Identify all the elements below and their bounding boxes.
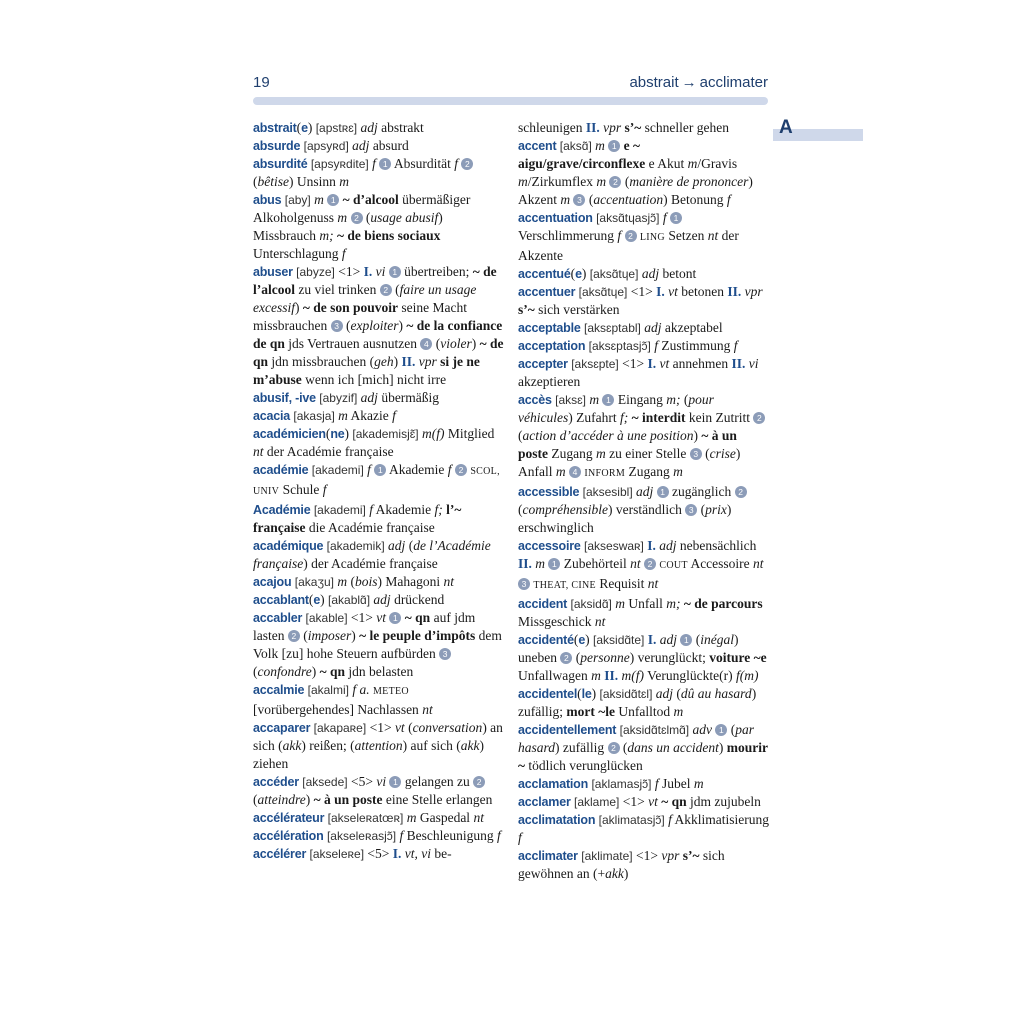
dictionary-entry: acclamation [aklamasjɔ̃] f Jubel m [518,776,704,791]
header-rule [253,97,768,105]
dictionary-entry: accepter [aksɛpte] <1> I. vt annehmen II. vi akzeptieren [518,356,759,389]
dictionary-entry: accidentellement [aksidɑ̃tɛlmɑ̃] adv 1 (par hasard) zufällig 2 (dans un accident) mourir ~ tödlich verunglücken [518,722,768,773]
dictionary-entry: abuser [abyze] <1> I. vi 1 übertreiben; ~ de l’alcool zu viel trinken 2 (faire un usage excessif) ~ de son pouvoir seine Macht missbrauchen 3 (exploiter) ~ de la confiance de qn jds Vertrauen ausnutzen 4 (violer) ~ de qn jdn missbrauchen (geh) II. vpr si je ne m’abuse wenn ich [mich] nicht irre [253,264,504,387]
dictionary-entry: acacia [akasja] m Akazie f [253,408,396,423]
dictionary-entry: accentuer [aksɑ̃tɥe] <1> I. vt betonen II. vpr s’~ sich verstärken [518,284,763,317]
dictionary-entry: accidentel(le) [aksidɑ̃tɛl] adj (dû au hasard) zufällig; mort ~le Unfalltod m [518,686,757,719]
dictionary-entry: accessoire [akseswaʀ] I. adj nebensächlich II. m 1 Zubehörteil nt 2 COUT Accessoire nt 3 THEAT, CINE Requisit nt [518,538,764,591]
dictionary-entry: accaparer [akapaʀe] <1> vt (conversation) an sich (akk) reißen; (attention) auf sich (akk) ziehen [253,720,503,771]
thumb-index-letter: A [779,117,793,138]
dictionary-entry: schleunigen II. vpr s’~ schneller gehen [518,120,729,135]
right-column [518,119,770,883]
arrow-icon: → [681,74,697,91]
dictionary-entry: acclimater [aklimate] <1> vpr s’~ sich gewöhnen an (+akk) [518,848,725,881]
dictionary-entry: acclamer [aklame] <1> vt ~ qn jdm zujubeln [518,794,761,809]
dictionary-entry: académique [akademik] adj (de l’Académie française) der Académie française [253,538,491,571]
dictionary-entry: acceptation [aksɛptasjɔ̃] f Zustimmung f [518,338,738,353]
dictionary-entry: Académie [akademi] f Akademie f; l’~ française die Académie française [253,502,462,535]
dictionary-entry: accès [aksɛ] m 1 Eingang m; (pour véhicules) Zufahrt f; ~ interdit kein Zutritt 2 (action d’accéder à une position) ~ à un poste Zugang m zu einer Stelle 3 (crise) Anfall m 4 INFORM Zugang m [518,391,770,483]
dictionary-entry: académicien(ne) [akademisjɛ̃] m(f) Mitglied nt der Académie française [253,426,495,459]
dictionary-entry: académie [akademi] f 1 Akademie f 2 SCOL, UNIV Schule f [253,462,500,497]
running-head-to: acclimater [699,74,768,91]
dictionary-entry: acceptable [aksɛptabl] adj akzeptabel [518,320,723,335]
page-number: 19 [253,74,270,91]
dictionary-entry: accent [aksɑ̃] m 1 e ~ aigu/grave/circonflexe e Akut m/Gravis m/Zirkumflex m 2 (manière de prononcer) Akzent m 3 (accentuation) Betonung f [518,138,753,207]
dictionary-entry: accentué(e) [aksɑ̃tɥe] adj betont [518,266,697,281]
dictionary-entry: absurde [apsyʀd] adj absurd [253,138,409,153]
dictionary-entry: accidenté(e) [aksidɑ̃te] I. adj 1 (inégal) uneben 2 (personne) verunglückt; voiture ~e Unfallwagen m II. m(f) Verunglückte(r) f(m) [518,632,767,683]
dictionary-entry: accélérer [akseleʀe] <5> I. vt, vi be- [253,846,452,861]
dictionary-entry: acclimatation [aklimatasjɔ̃] f Akklimatisierung f [518,812,769,845]
dictionary-entry: abusif, -ive [abyzif] adj übermäßig [253,390,440,405]
dictionary-entry: abus [aby] m 1 ~ d’alcool übermäßiger Alkoholgenuss m 2 (usage abusif) Missbrauch m; ~ de biens sociaux Unterschlagung f [253,192,471,261]
dictionary-entry: accalmie [akalmi] f a. METEO [vorübergehendes] Nachlassen nt [253,682,433,717]
dictionary-entry: absurdité [apsyʀdite] f 1 Absurdität f 2 (bêtise) Unsinn m [253,155,505,191]
dictionary-entry: accabler [akable] <1> vt 1 ~ qn auf jdm lasten 2 (imposer) ~ le peuple d’impôts dem Volk [zu] hohe Steuern aufbürden 3 (confondre) ~ qn jdn belasten [253,610,502,679]
dictionary-entry: abstrait(e) [apstʀɛ] adj abstrakt [253,120,424,135]
running-head [629,74,768,91]
dictionary-entry: accessible [aksesibl] adj 1 zugänglich 2 (compréhensible) verständlich 3 (prix) erschwinglich [518,483,770,537]
dictionary-entry: accélération [akseleʀasjɔ̃] f Beschleunigung f [253,828,501,843]
dictionary-entry: accentuation [aksɑ̃tɥasjɔ̃] f 1 Verschlimmerung f 2 LING Setzen nt der Akzente [518,210,739,263]
running-head-from: abstrait [629,74,679,91]
dictionary-entry: accéder [aksede] <5> vi 1 gelangen zu 2 (atteindre) ~ à un poste eine Stelle erlangen [253,774,493,807]
dictionary-entry: acajou [akaʒu] m (bois) Mahagoni nt [253,574,455,589]
dictionary-entry: accélérateur [akseleʀatœʀ] m Gaspedal nt [253,810,484,825]
dictionary-entry: accident [aksidɑ̃] m Unfall m; ~ de parcours Missgeschick nt [518,596,763,629]
dictionary-entry: accablant(e) [akablɑ̃] adj drückend [253,592,445,607]
left-column [253,119,505,863]
